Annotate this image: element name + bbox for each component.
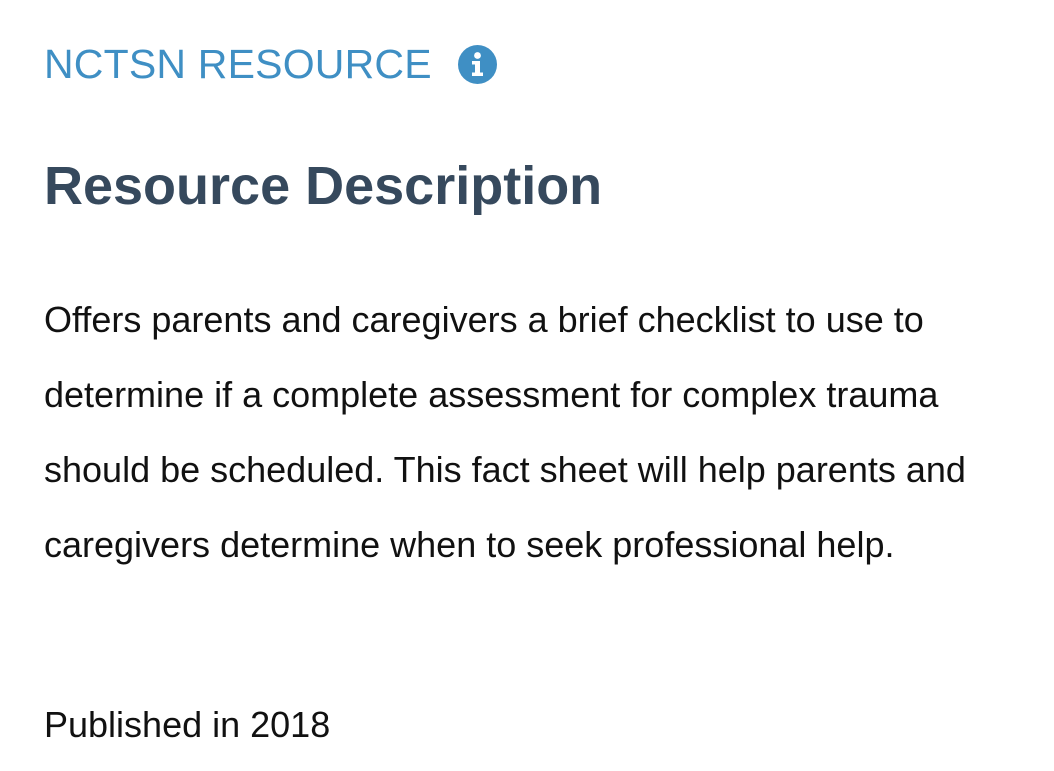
resource-header (44, 38, 497, 90)
section-title: Resource Description (44, 156, 603, 216)
resource-description: Offers parents and caregivers a brief checklist to use to determine if a complete assessment for complex trauma should be scheduled. This fact sheet will help parents and caregivers determine when to seek professional help. (44, 299, 966, 565)
info-icon[interactable] (458, 45, 497, 84)
published-date: Published in 2018 (44, 704, 331, 745)
resource-type-label: NCTSN RESOURCE (44, 40, 432, 87)
